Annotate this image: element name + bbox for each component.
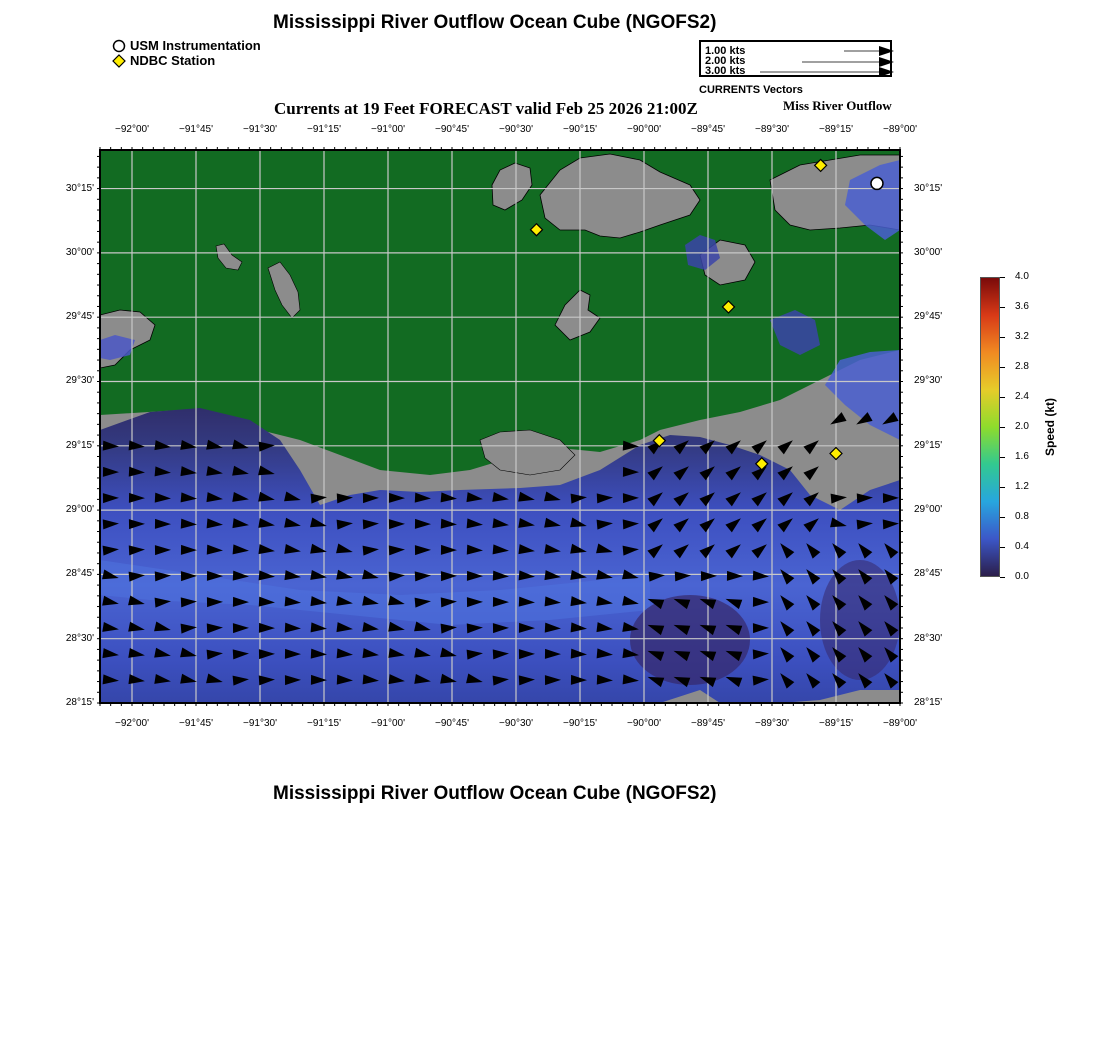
lon-label-top: −91°15': [307, 124, 341, 135]
colorbar-tick: [1000, 577, 1005, 578]
vector-scale-row-1: 1.00 kts: [705, 45, 746, 57]
lat-label-left: 30°15': [65, 182, 94, 194]
lat-label-right: 29°15': [914, 439, 943, 451]
lat-label-right: 28°15': [914, 697, 943, 708]
lat-label-right: 28°45': [914, 568, 943, 580]
lon-label-bottom: −89°30': [755, 718, 789, 729]
lon-label-bottom: −89°00': [883, 718, 917, 729]
lon-label-top: −90°45': [435, 124, 469, 135]
colorbar-tick-label: 2.8: [1015, 361, 1029, 372]
lat-label-right: 29°00': [914, 504, 943, 516]
colorbar-tick: [1000, 427, 1005, 428]
lon-label-bottom: −90°15': [563, 718, 597, 729]
lon-label-bottom: −92°00': [115, 718, 149, 729]
colorbar-tick: [1000, 457, 1005, 458]
lon-label-top: −90°30': [499, 124, 533, 135]
legend-usm-label: USM Instrumentation: [130, 38, 261, 53]
lon-label-top: −90°15': [563, 124, 597, 135]
lat-label-left: 29°00': [65, 504, 94, 516]
colorbar-tick: [1000, 337, 1005, 338]
lon-label-bottom: −90°00': [627, 718, 661, 729]
lon-label-bottom: −90°45': [435, 718, 469, 729]
colorbar-tick: [1000, 397, 1005, 398]
lat-label-right: 28°30': [914, 632, 943, 644]
lon-label-bottom: −90°30': [499, 718, 533, 729]
vector-scale-caption: CURRENTS Vectors: [699, 84, 803, 96]
lat-label-left: 29°30': [65, 375, 94, 387]
colorbar-tick-label: 1.6: [1015, 451, 1029, 462]
lat-label-left: 28°15': [65, 697, 94, 708]
lat-label-right: 29°45': [914, 311, 943, 323]
colorbar-tick-label: 0.4: [1015, 541, 1029, 552]
colorbar-tick: [1000, 517, 1005, 518]
lat-label-right: 30°00': [914, 246, 943, 258]
lon-label-top: −91°00': [371, 124, 405, 135]
lat-label-left: 29°45': [65, 311, 94, 323]
lon-label-bottom: −91°00': [371, 718, 405, 729]
colorbar-tick: [1000, 547, 1005, 548]
page-title-top: Mississippi River Outflow Ocean Cube (NGOFS2): [273, 12, 717, 33]
colorbar-tick: [1000, 277, 1005, 278]
lon-label-bottom: −91°45': [179, 718, 213, 729]
lat-label-left: 30°00': [65, 246, 94, 258]
lon-label-bottom: −89°45': [691, 718, 725, 729]
lat-label-right: 30°15': [914, 182, 943, 194]
lon-label-top: −89°15': [819, 124, 853, 135]
colorbar-tick-label: 2.4: [1015, 391, 1029, 402]
lon-label-bottom: −89°15': [819, 718, 853, 729]
lon-label-top: −91°45': [179, 124, 213, 135]
page-title-bottom: Mississippi River Outflow Ocean Cube (NGOFS2): [273, 783, 717, 804]
colorbar-tick: [1000, 367, 1005, 368]
colorbar-tick: [1000, 307, 1005, 308]
lat-label-left: 29°15': [65, 439, 94, 451]
legend-ndbc-label: NDBC Station: [130, 53, 216, 68]
colorbar-tick-label: 2.0: [1015, 421, 1029, 432]
colorbar-tick: [1000, 487, 1005, 488]
colorbar-tick-label: 1.2: [1015, 481, 1029, 492]
lon-label-bottom: −91°15': [307, 718, 341, 729]
lon-label-top: −89°45': [691, 124, 725, 135]
speed-colorbar: [980, 277, 1000, 577]
region-label: Miss River Outflow: [783, 98, 892, 113]
lon-label-top: −92°00': [115, 124, 149, 135]
vector-scale-row-3: 3.00 kts: [705, 65, 746, 77]
colorbar-tick-label: 4.0: [1015, 271, 1029, 282]
lon-label-top: −89°00': [883, 124, 917, 135]
lon-label-bottom: −91°30': [243, 718, 277, 729]
colorbar-tick-label: 0.8: [1015, 511, 1029, 522]
lon-label-top: −91°30': [243, 124, 277, 135]
lon-label-top: −89°30': [755, 124, 789, 135]
colorbar-tick-label: 0.0: [1015, 571, 1029, 582]
usm-station-marker[interactable]: [871, 177, 883, 189]
colorbar-title: Speed (kt): [1043, 398, 1057, 457]
lat-label-left: 28°45': [65, 568, 94, 580]
vector-scale-row-2: 2.00 kts: [705, 55, 746, 67]
lat-label-left: 28°30': [65, 632, 94, 644]
lat-label-right: 29°30': [914, 375, 943, 387]
lon-label-top: −90°00': [627, 124, 661, 135]
map-subtitle: Currents at 19 Feet FORECAST valid Feb 25 2026 21:00Z: [274, 99, 698, 118]
dark-eddy: [630, 595, 750, 685]
colorbar-tick-label: 3.6: [1015, 301, 1029, 312]
colorbar-tick-label: 3.2: [1015, 331, 1029, 342]
